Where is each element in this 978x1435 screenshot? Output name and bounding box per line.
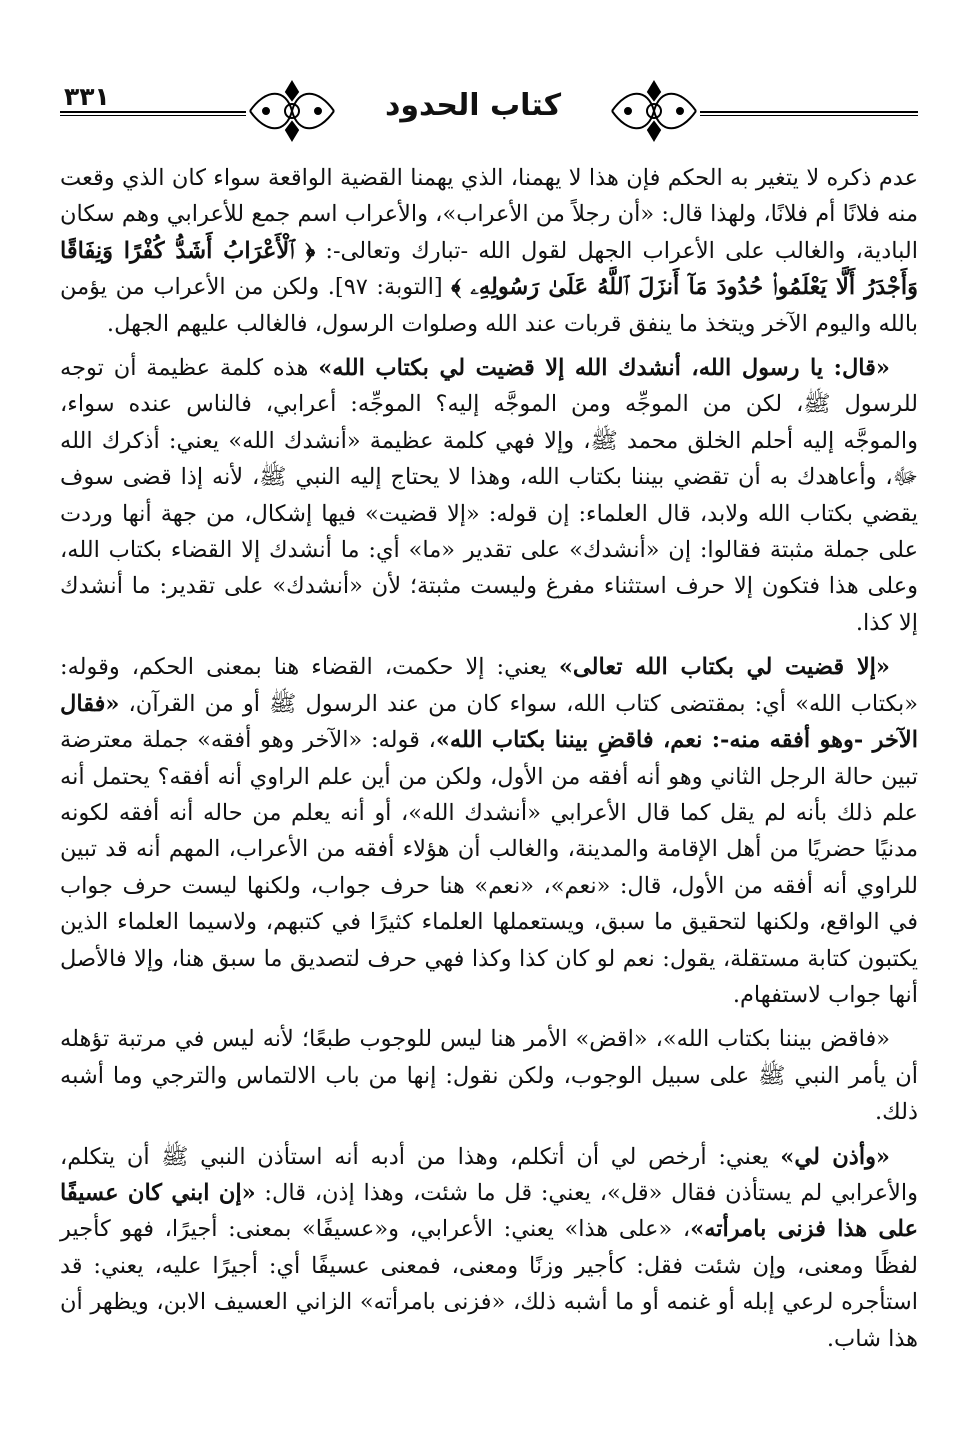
quran-verse: ﴿ ٱلْأَعْرَابُ أَشَدُّ كُفْرًا وَنِفَاقًا وَأَجْدَرُ أَلَّا يَعْلَمُوا۟ حُدُودَ مَآ أَنزَلَ ٱللَّهُ عَلَىٰ رَسُولِهِۦ ﴾ — [60, 237, 918, 301]
hadith-quote: «فقال الآخر -وهو أفقه منه-: نعم، فاقضِ بيننا بكتاب الله» — [60, 690, 918, 754]
header-rule-right-thin — [700, 115, 918, 116]
header-rule-right — [700, 111, 918, 113]
header-rule-left-thin — [60, 115, 246, 116]
paragraph — [60, 350, 918, 641]
left-ornament-icon — [246, 78, 338, 144]
text-run: هذه كلمة عظيمة أن توجه للرسول ﷺ، لكن من الموجِّه ومن الموجَّه إليه؟ الموجِّه: أعرابي، فالناس عنده سواء، والموجَّه إليه أحلم الخلق محمد ﷺ، وإلا فهي كلمة عظيمة «أنشدك الله» يعني: أذكرك الله ﷻ، وأعاهدك به أن تقضي بيننا بكتاب الله، وهذا لا يحتاج إليه النبي ﷺ، لأنه إذا قضى سوف يقضي بكتاب الله ولابد، قال العلماء: إن قوله: «إلا قضيت» فيها إشكال، من جهة أنها وردت على جملة مثبتة فقالوا: إن «أنشدك» على تقدير «ما» أي: ما أنشدك إلا القضاء بكتاب الله، وعلى هذا فتكون إلا حرف استثناء مفرغ وليست مثبتة؛ لأن «أنشدك» على تقدير: ما أنشدك إلا كذا. — [60, 355, 918, 636]
text-run: عدم ذكره لا يتغير به الحكم فإن هذا لا يهمنا، الذي يهمنا القضية الواقعة سواء كان الذي وقعت منه فلانًا أم فلانًا، ولهذا قال: «أن رجلاً من الأعراب»، والأعراب اسم جمع للأعرابي وهم سكان البادية، والغالب على الأعراب الجهل لقول الله -تبارك وتعالى-: — [60, 165, 918, 264]
text-run: ، قوله: «الآخر وهو أفقه» جملة معترضة تبين حالة الرجل الثاني وهو أنه أفقه من الأول، ولكن من أين علم الراوي أنه أفقه؟ يحتمل أنه علم ذلك بأنه لم يقل كما قال الأعرابي «أنشدك الله»، أو أنه يعلم من حاله أنه أفقه لكونه مدنيًا حضريًا من أهل الإقامة والمدينة، والغالب أن هؤلاء أفقه من الأعراب، المهم أنه قد تبين للراوي أنه أفقه من الأول، قال: «نعم»، «نعم» هنا حرف جواب، ولكنها ليست حرف جواب في الواقع، ولكنها لتحقيق ما سبق، ويستعملها العلماء كثيرًا في كتبهم، ولاسيما العلماء الذين يكتبون كتابة مستقلة، يقول: نعم لو كان كذا وكذا فهي حرف لتصديق ما سبق هنا، وإلا فالأصل أنها جواب لاستفهام. — [60, 727, 918, 1008]
right-ornament-icon — [608, 78, 700, 144]
page-number: ٣٣١ — [64, 82, 110, 111]
paragraph — [60, 160, 918, 342]
paragraph — [60, 1021, 918, 1130]
text-run: يعني: أرخص لي أن أتكلم، وهذا من أدبه أنه استأذن النبي ﷺ أن يتكلم، والأعرابي لم يستأذن فقال «قل»، يعني: قل ما شئت، وهذا إذن، قال: — [60, 1143, 918, 1206]
page-body — [60, 160, 918, 1365]
running-header — [60, 78, 918, 148]
text-run: «فاقض بيننا بكتاب الله»، «اقض» الأمر هنا ليس للوجوب طبعًا؛ لأنه ليس في مرتبة تؤهله أن يأمر النبي ﷺ على سبيل الوجوب، ولكن نقول: إنها من باب الالتماس والترجي وما أشبه ذلك. — [60, 1026, 918, 1126]
hadith-quote: «قال: يا رسول الله، أنشدك الله إلا قضيت لي بكتاب الله» — [318, 355, 890, 382]
text-run: ، «على هذا» يعني: الأعرابي، و«عسيفًا» بمعنى: أجيرًا، فهو كأجير لفظًا ومعنى، وإن شئت فقل: كأجير وزنًا ومعنى، فمعنى عسيفًا أي: أجيرًا عليه، يعني: قد استأجره لرعي إبله أو غنمه أو ما أشبه ذلك، «فزنى بامرأته» الزاني العسيف الابن، ويظهر أن هذا شاب. — [60, 1216, 918, 1352]
text-run: [التوبة: ٩٧]. ولكن من الأعراب من يؤمن بالله واليوم الآخر ويتخذ ما ينفق قربات عند الله وصلوات الرسول، فالغالب عليهم الجهل. — [60, 274, 918, 337]
running-title: كتاب الحدود — [384, 88, 562, 123]
paragraph — [60, 1139, 918, 1357]
paragraph — [60, 649, 918, 1013]
hadith-quote: «وأذن لي» — [780, 1143, 890, 1170]
hadith-quote: «إن ابني كان عسيفًا على هذا فزنى بامرأته» — [60, 1179, 918, 1243]
header-rule-left — [60, 111, 246, 113]
hadith-quote: «إلا قضيت لي بكتاب الله تعالى» — [558, 654, 890, 681]
text-run: يعني: إلا حكمت، القضاء هنا بمعنى الحكم، وقوله: «بكتاب الله» أي: بمقتضى كتاب الله، سواء كان من عند الرسول ﷺ أو من القرآن، — [60, 654, 918, 717]
